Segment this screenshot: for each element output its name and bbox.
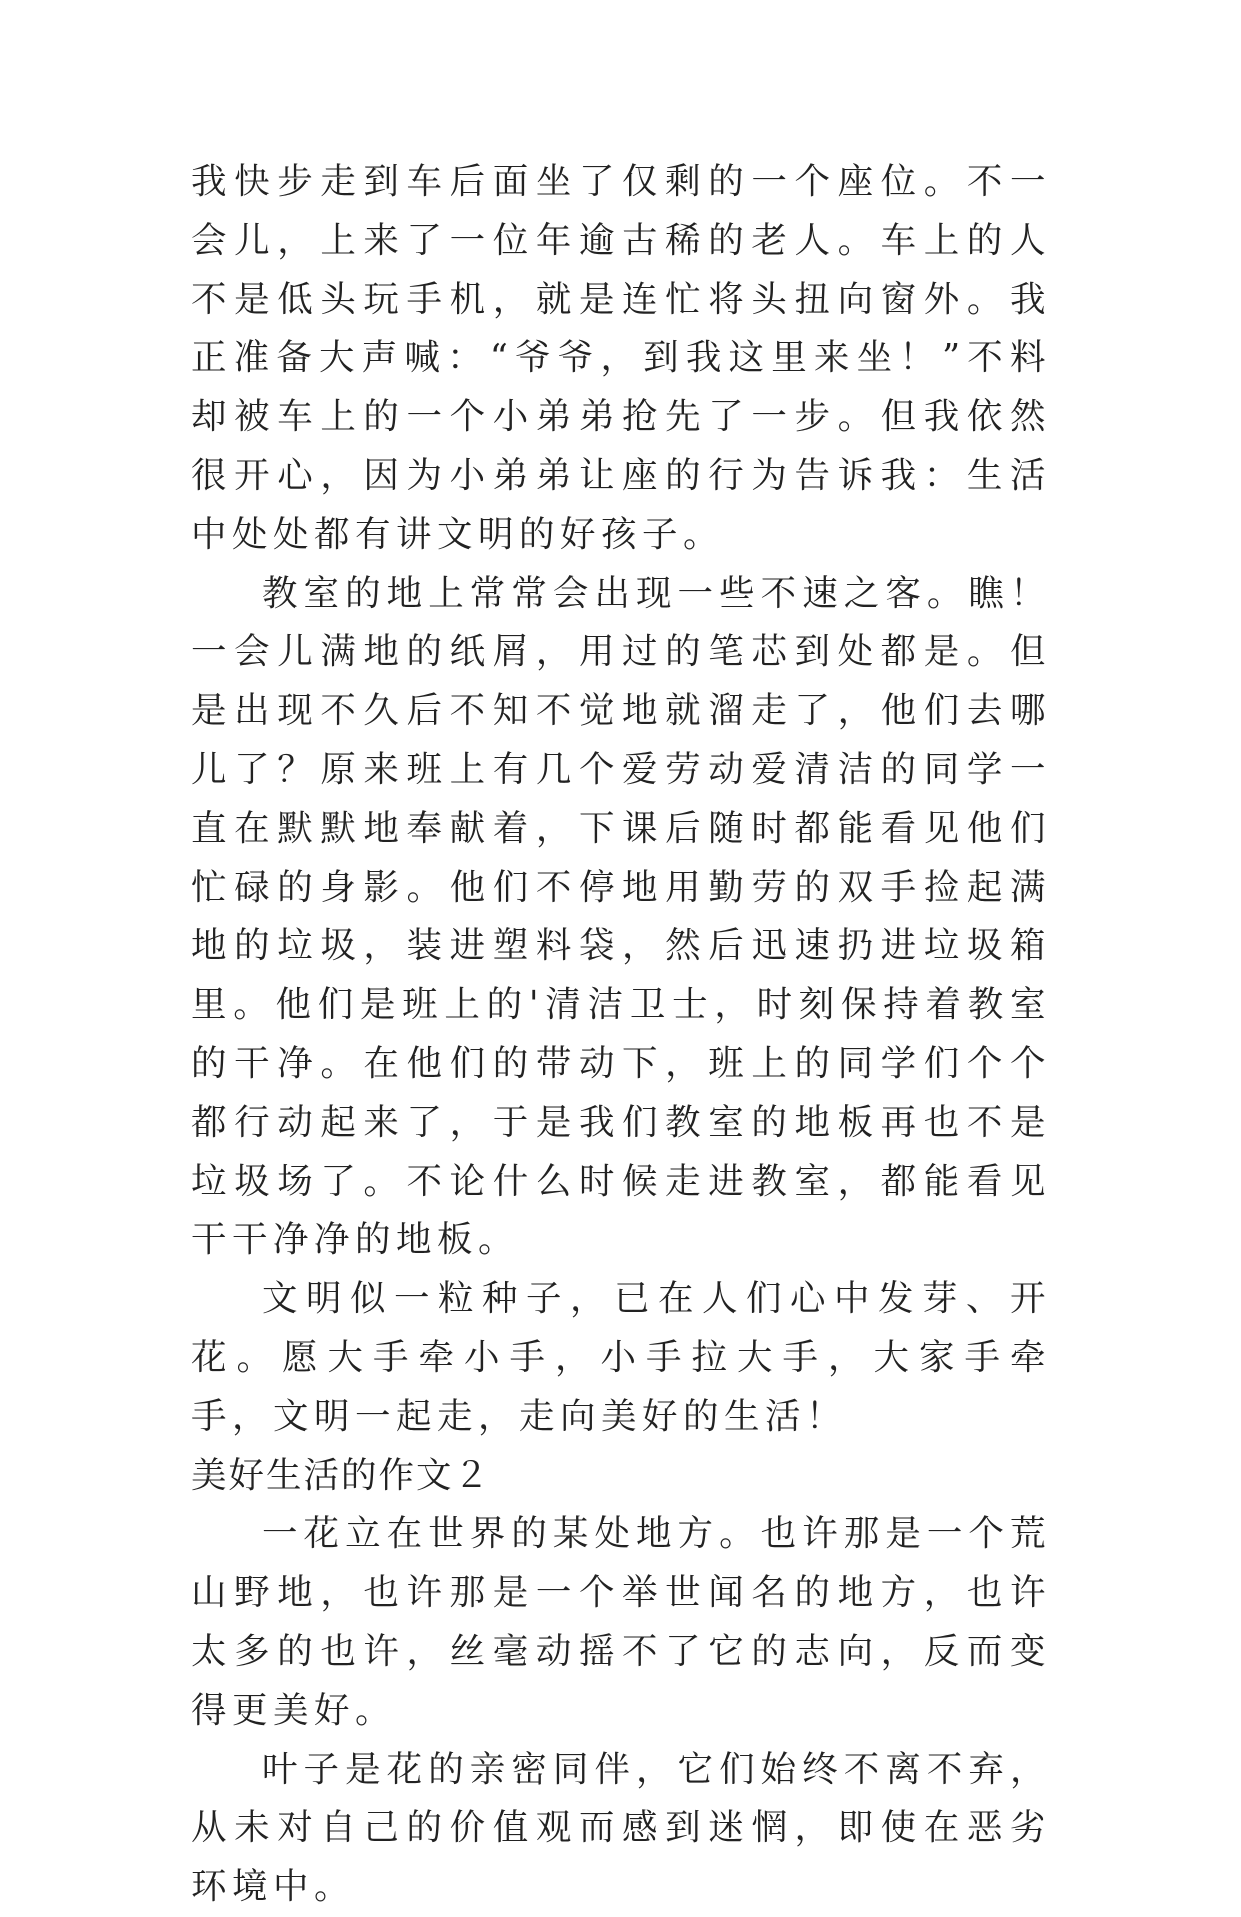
paragraph-flower: 一花立在世界的某处地方。也许那是一个荒山野地，也许那是一个举世闻名的地方，也许太多的也许，丝毫动摇不了它的志向，反而变得更美好。 [191, 1513, 1051, 1731]
paragraph-civilization: 文明似一粒种子，已在人们心中发芽、开花。愿大手牵小手，小手拉大手，大家手牵手，文明一起走，走向美好的生活！ [191, 1278, 1051, 1437]
document-body [191, 153, 1051, 1917]
section-title: 美好生活的作文２ [191, 1454, 492, 1496]
paragraph-bus-seat: 我快步走到车后面坐了仅剩的一个座位。不一会儿，上来了一位年逾古稀的老人。车上的人不是低头玩手机，就是连忙将头扭向窗外。我正准备大声喊：“爷爷，到我这里来坐！”不料却被车上的一个小弟弟抢先了一步。但我依然很开心，因为小弟弟让座的行为告诉我：生活中处处都有讲文明的好孩子。 [191, 161, 1051, 555]
paragraph-leaf: 叶子是花的亲密同伴，它们始终不离不弃，从未对自己的价值观而感到迷惘，即使在恶劣环境中。 [191, 1748, 1051, 1908]
paragraph-classroom: 教室的地上常常会出现一些不速之客。瞧！一会儿满地的纸屑，用过的笔芯到处都是。但是出现不久后不知不觉地就溜走了，他们去哪儿了？原来班上有几个爱劳动爱清洁的同学一直在默默地奉献着，下课后随时都能看见他们忙碌的身影。他们不停地用勤劳的双手捡起满地的垃圾，装进塑料袋，然后迅速扔进垃圾箱里。他们是班上的'清洁卫士，时刻保持着教室的干净。在他们的带动下，班上的同学们个个都行动起来了，于是我们教室的地板再也不是垃圾场了。不论什么时候走进教室，都能看见干干净净的地板。 [191, 572, 1051, 1261]
